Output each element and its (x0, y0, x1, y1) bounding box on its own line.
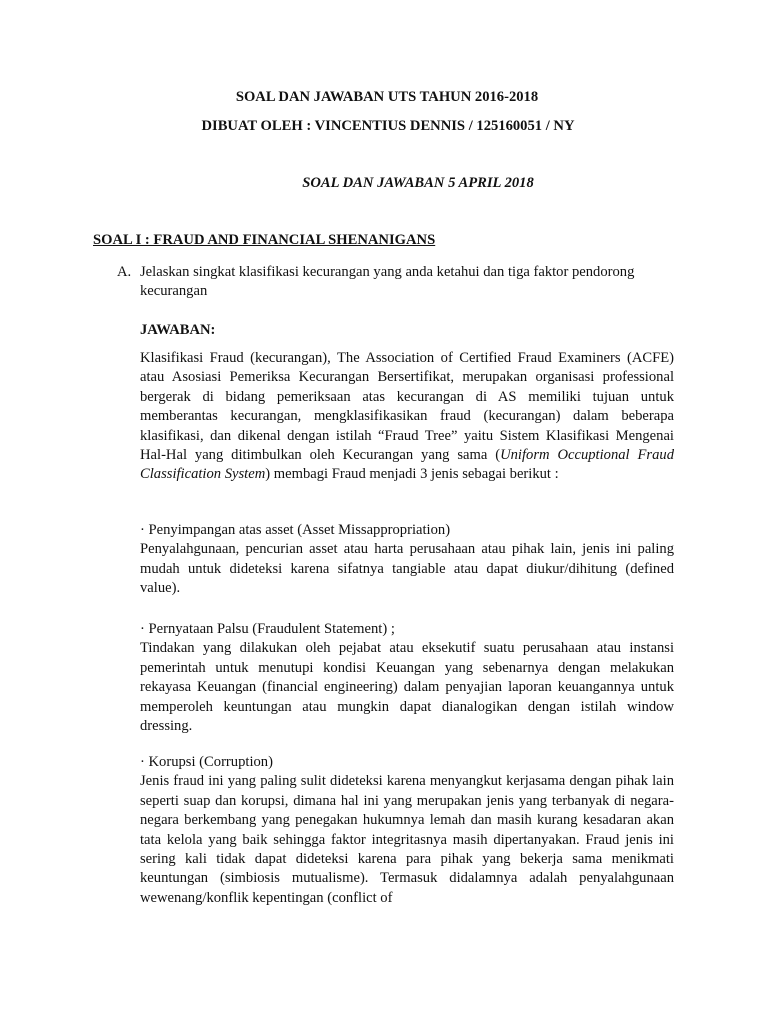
fraud-type-item (140, 521, 674, 599)
fraud-type-item (140, 753, 674, 908)
fraud-type-heading: · Korupsi (Corruption) (140, 754, 273, 770)
fraud-type-description: Jenis fraud ini yang paling sulit dideteksi karena menyangkut kerjasama dengan pihak lain seperti suap dan korupsi, dimana hal ini yang merupakan jenis yang terbanyak di negara-negara berkembang yang penegakan hukumnya lemah dan masih kurang kesadaran akan tata kelola yang baik sehingga faktor integritasnya masih dipertanyakan. Fraud jenis ini sering kali tidak dapat dideteksi karena para pihak yang bekerja sama menikmati keuntungan (simbiosis mutualisme). Termasuk didalamnya adalah penyalahgunaan wewenang/konflik kepentingan (conflict of (140, 773, 674, 906)
document-date-heading: SOAL DAN JAWABAN 5 APRIL 2018 (302, 175, 534, 191)
fraud-type-heading: · Pernyataan Palsu (Fraudulent Statement) ; (140, 621, 395, 637)
answer-intro-text-end: ) membagi Fraud menjadi 3 jenis sebagai berikut : (265, 466, 559, 483)
answer-intro-text: Klasifikasi Fraud (kecurangan), The Association of Certified Fraud Examiners (ACFE) atau Asosiasi Pemeriksa Kecurangan Bersertifikat, merupakan organisasi professional bergerak di bidang pemeriksaan atas kecurangan di AS memiliki tujuan untuk memberantas kecurangan, mengklasifikasikan fraud (kecurangan) dalam beberapa klasifikasi, dan dikenal dengan istilah “Fraud Tree” yaitu Sistem Klasifikasi Mengenai Hal-Hal yang ditimbulkan oleh Kecurangan yang sama ( (140, 350, 674, 464)
question-text: Jelaskan singkat klasifikasi kecurangan yang anda ketahui dan tiga faktor pendorong kecurangan (140, 264, 635, 300)
document-author: DIBUAT OLEH : VINCENTIUS DENNIS / 125160051 / NY (201, 118, 575, 134)
fraud-type-heading: · Penyimpangan atas asset (Asset Missappropriation) (140, 522, 451, 538)
fraud-type-description: Penyalahgunaan, pencurian asset atau harta perusahaan atau pihak lain, jenis ini paling mudah untuk dideteksi karena sifatnya tangiable atau dapat diukur/dihitung (defined value). (140, 541, 674, 597)
fraud-type-item (140, 620, 674, 736)
fraud-type-description: Tindakan yang dilakukan oleh pejabat atau eksekutif suatu perusahaan atau instansi pemerintah untuk menutupi kondisi Keuangan yang sebenarnya dengan melakukan rekayasa Keuangan (financial engineering) dalam penyajian laporan keuangannya untuk memperoleh keuntungan atau mungkin dapat dianalogikan dengan istilah window dressing. (140, 640, 674, 735)
answer-intro-italic-term: Uniform Occuptional Fraud Classification System (140, 447, 674, 483)
question-marker: A. (117, 264, 132, 280)
document-title: SOAL DAN JAWABAN UTS TAHUN 2016-2018 (235, 89, 539, 105)
section-heading: SOAL I : FRAUD AND FINANCIAL SHENANIGANS (93, 232, 436, 248)
answer-label: JAWABAN: (140, 322, 216, 338)
answer-intro-paragraph (140, 349, 674, 485)
